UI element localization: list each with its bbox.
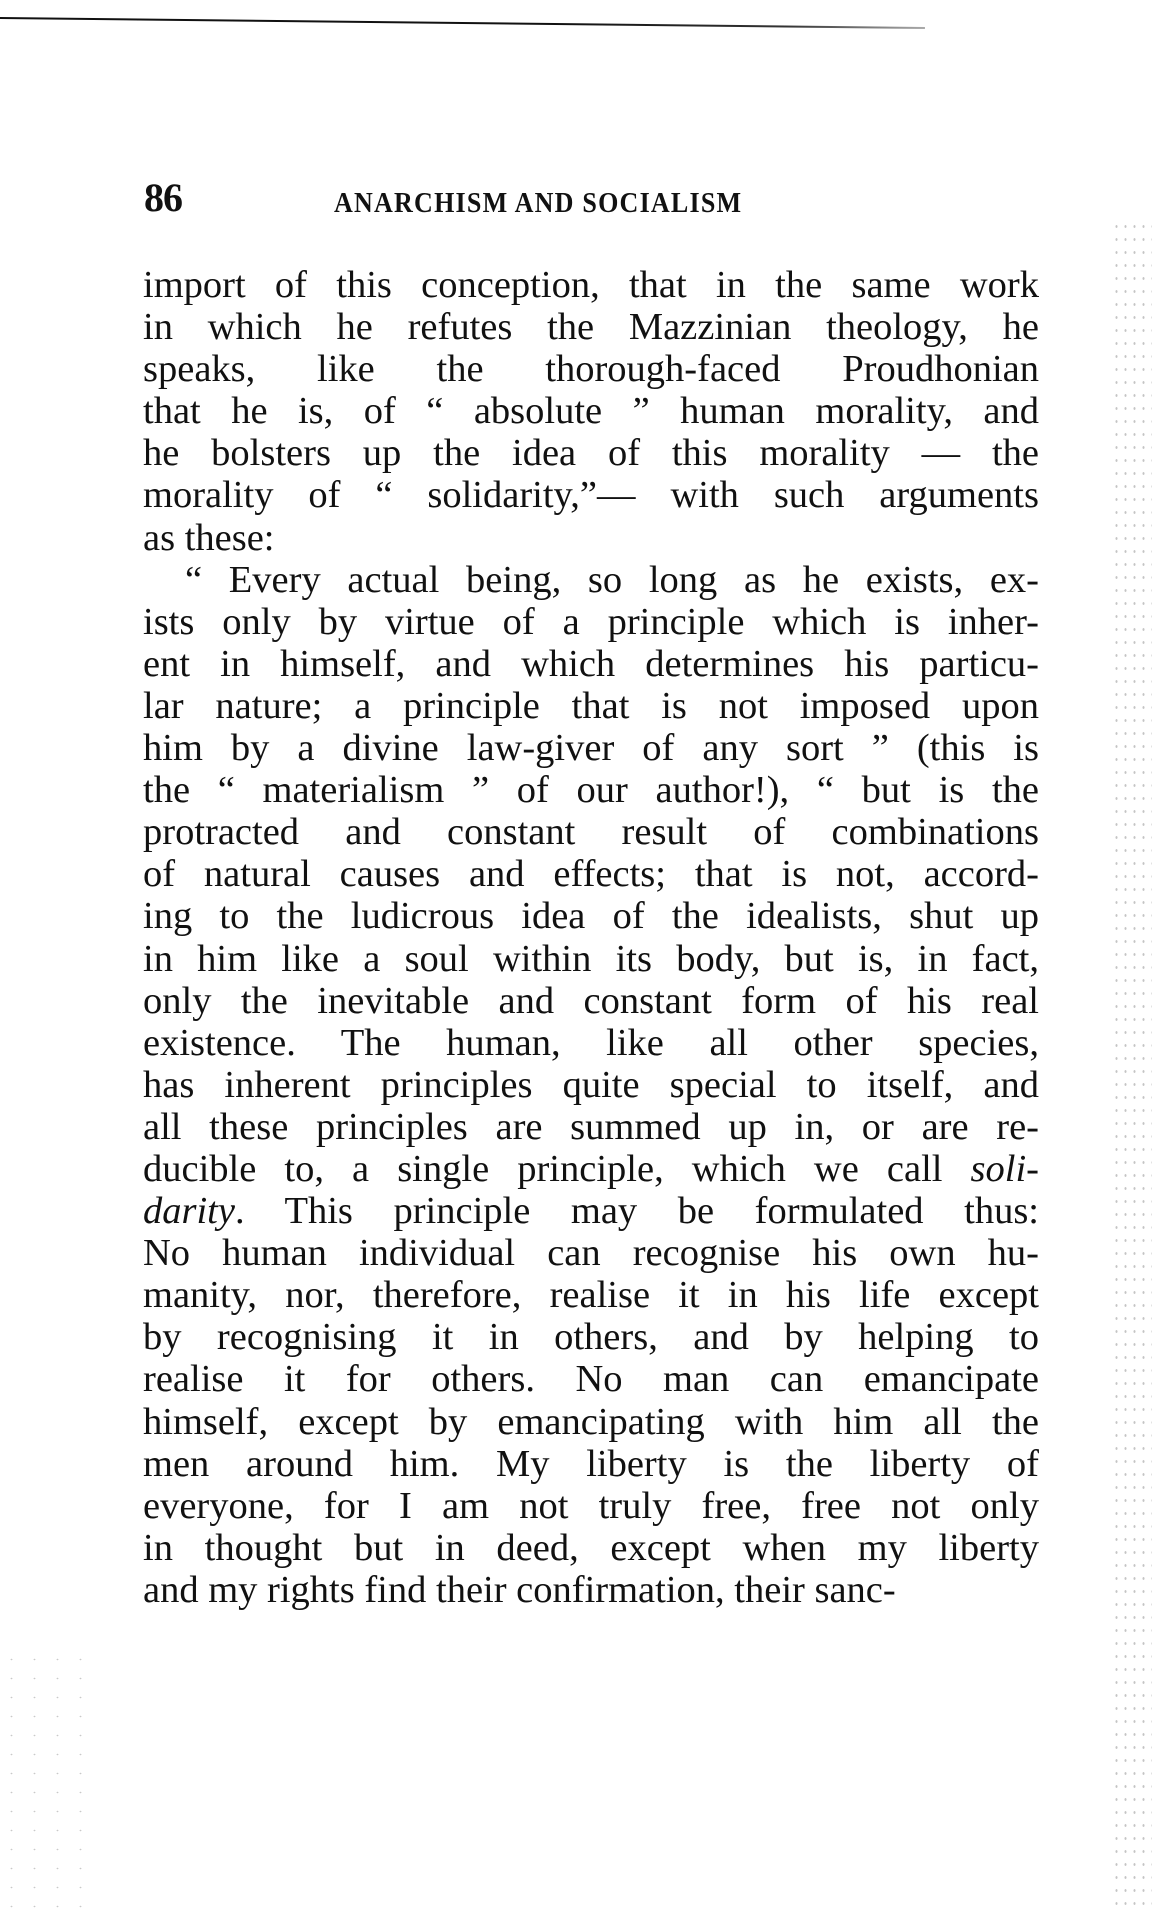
text-line — [143, 685, 1039, 727]
italic-text: darity — [143, 1190, 235, 1233]
text-segment: realise it for others. No man can emancipate — [143, 1358, 1039, 1401]
text-segment: speaks, like the thorough-faced Proudhonian — [143, 348, 1039, 391]
text-line — [143, 1569, 1039, 1611]
text-line — [143, 980, 1039, 1022]
text-line — [143, 348, 1039, 390]
text-line — [143, 1401, 1039, 1443]
text-segment: ducible to, a single principle, which we call — [143, 1147, 971, 1190]
text-line — [143, 769, 1039, 811]
text-segment: he bolsters up the idea of this morality — the — [143, 432, 1039, 475]
body-text — [143, 264, 1039, 1611]
text-segment: ent in himself, and which determines his particu- — [143, 642, 1039, 685]
scan-noise-right — [1112, 220, 1152, 1913]
running-title: ANARCHISM AND SOCIALISM — [334, 188, 743, 219]
text-segment: him by a divine law-giver of any sort ” (this is — [143, 727, 1039, 770]
text-line — [143, 1527, 1039, 1569]
text-line — [143, 264, 1039, 306]
text-line — [143, 938, 1039, 980]
text-line — [143, 643, 1039, 685]
text-segment: of natural causes and effects; that is not, accord- — [143, 853, 1039, 896]
text-segment: “ Every actual being, so long as he exists, ex- — [185, 558, 1039, 601]
text-segment: ing to the ludicrous idea of the idealists, shut up — [143, 895, 1039, 938]
text-line — [143, 517, 1039, 559]
text-line — [143, 1485, 1039, 1527]
paragraph — [143, 264, 1039, 559]
text-segment: existence. The human, like all other species, — [143, 1021, 1039, 1064]
text-segment: only the inevitable and constant form of his real — [143, 979, 1039, 1022]
text-line — [143, 1232, 1039, 1274]
text-line — [143, 601, 1039, 643]
text-segment: as these: — [143, 516, 275, 559]
text-line — [143, 1316, 1039, 1358]
page-number: 86 — [144, 175, 182, 220]
text-segment: import of this conception, that in the same work — [143, 264, 1039, 306]
text-line — [143, 1106, 1039, 1148]
text-segment: lar nature; a principle that is not imposed upon — [143, 684, 1039, 727]
scan-noise-left — [0, 1650, 90, 1913]
text-segment: that he is, of “ absolute ” human morality, and — [143, 390, 1039, 433]
text-line — [143, 1148, 1039, 1190]
text-line — [143, 474, 1039, 516]
running-head — [0, 0, 1152, 240]
text-line — [143, 1190, 1039, 1232]
text-line — [143, 432, 1039, 474]
text-line — [143, 895, 1039, 937]
text-segment: all these principles are summed up in, or are re- — [143, 1105, 1039, 1148]
text-line — [143, 390, 1039, 432]
text-line — [143, 1022, 1039, 1064]
text-segment: has inherent principles quite special to itself, and — [143, 1063, 1039, 1106]
paragraph — [143, 559, 1039, 1611]
text-segment: ists only by virtue of a principle which is inher- — [143, 600, 1039, 643]
text-segment: in him like a soul within its body, but is, in fact, — [143, 937, 1039, 980]
text-segment: in thought but in deed, except when my liberty — [143, 1526, 1039, 1569]
text-segment: morality of “ solidarity,”— with such arguments — [143, 474, 1039, 517]
text-line — [143, 1274, 1039, 1316]
text-line — [143, 1443, 1039, 1485]
italic-text: soli- — [970, 1147, 1039, 1190]
text-segment: No human individual can recognise his own hu- — [143, 1232, 1039, 1275]
text-segment: protracted and constant result of combinations — [143, 811, 1039, 854]
text-line — [143, 306, 1039, 348]
text-segment: by recognising it in others, and by helping to — [143, 1316, 1039, 1359]
text-line — [143, 1358, 1039, 1400]
text-segment: himself, except by emancipating with him all the — [143, 1400, 1039, 1443]
text-line — [143, 727, 1039, 769]
text-segment: manity, nor, therefore, realise it in his life except — [143, 1274, 1039, 1317]
text-line — [143, 811, 1039, 853]
text-segment: men around him. My liberty is the liberty of — [143, 1442, 1039, 1485]
text-line — [143, 853, 1039, 895]
text-segment: everyone, for I am not truly free, free not only — [143, 1484, 1039, 1527]
text-segment: and my rights find their confirmation, their sanc- — [143, 1568, 896, 1611]
text-line — [143, 559, 1039, 601]
text-segment: the “ materialism ” of our author!), “ but is the — [143, 769, 1039, 812]
text-segment: . This principle may be formulated thus: — [234, 1190, 1039, 1233]
text-line — [143, 1064, 1039, 1106]
text-segment: in which he refutes the Mazzinian theology, he — [143, 306, 1039, 349]
